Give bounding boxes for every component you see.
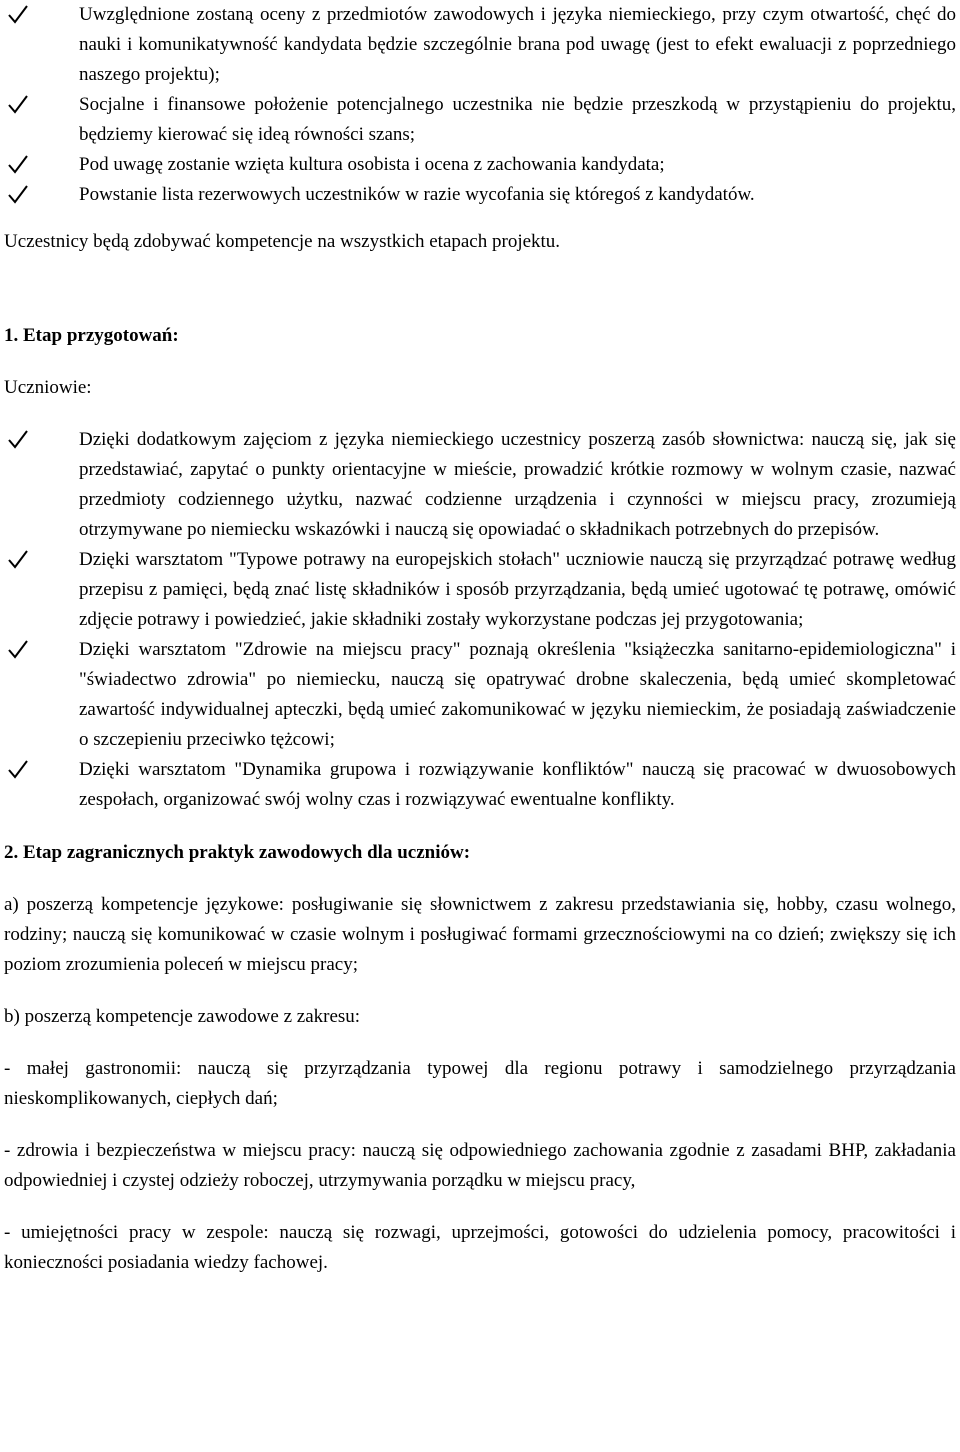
check-mark-icon xyxy=(7,180,29,210)
check-mark-icon xyxy=(7,545,29,575)
list-item xyxy=(0,150,960,180)
stage1-checklist xyxy=(0,425,960,815)
check-mark-icon xyxy=(7,0,29,30)
list-item xyxy=(0,0,960,90)
stage2-dash-item: - umiejętności pracy w zespole: nauczą się rozwagi, uprzejmości, gotowości do udzielenia pomocy, pracowitości i konieczności posiadania wiedzy fachowej. xyxy=(4,1222,956,1273)
stage2-dash-item: - małej gastronomii: nauczą się przyrządzania typowej dla regionu potrawy i samodzielnego przyrządzania nieskomplikowanych, ciepłych dań; xyxy=(4,1058,956,1109)
check-mark-icon xyxy=(7,755,29,785)
list-item-text: Dzięki warsztatom "Zdrowie na miejscu pracy" poznają określenia "książeczka sanitarno-epidemiologiczna" i "świadectwo zdrowia" po niemiecku, nauczą się opatrywać drobne skaleczenia, będą umieć skompletować zawartość indywidualnej apteczki, będą umieć zakomunikować w języku niemieckim, że posiadają zaświadczenie o szczepieniu przeciwko tężcowi; xyxy=(79,639,956,750)
stage2-para-b: b) poszerzą kompetencje zawodowe z zakresu: xyxy=(4,1006,361,1027)
stage2-dash-item: - zdrowia i bezpieczeństwa w miejscu pracy: nauczą się odpowiedniego zachowania zgodnie z zasadami BHP, zakładania odpowiedniej i czystej odzieży roboczej, utrzymywania porządku w miejscu pracy, xyxy=(4,1140,956,1191)
stage1-subheading: Uczniowie: xyxy=(4,377,92,398)
list-item-text: Dzięki dodatkowym zajęciom z języka niemieckiego uczestnicy poszerzą zasób słownictwa: nauczą się, jak się przedstawiać, zapytać o punkty orientacyjne w mieście, prowadzić krótkie rozmowy w wolnym czasie, nazwać przedmioty codziennego użytku, nazwać codzienne urządzenia i czynności w miejscu pracy, zrozumieją otrzymywane po niemiecku wskazówki i nauczą się opowiadać o składnikach potrzebnych do przepisów. xyxy=(79,429,956,540)
stage2-heading: 2. Etap zagranicznych praktyk zawodowych dla uczniów: xyxy=(4,842,471,863)
list-item xyxy=(0,755,960,815)
list-item-text: Pod uwagę zostanie wzięta kultura osobista i ocena z zachowania kandydata; xyxy=(79,154,665,175)
list-item-text: Uwzględnione zostaną oceny z przedmiotów zawodowych i języka niemieckiego, przy czym otwartość, chęć do nauki i komunikatywność kandydata będzie szczególnie brana pod uwagę (jest to efekt ewaluacji z poprzedniego naszego projektu); xyxy=(79,4,956,85)
list-item-text: Powstanie lista rezerwowych uczestników w razie wycofania się któregoś z kandydatów. xyxy=(79,184,755,205)
check-mark-icon xyxy=(7,635,29,665)
stage1-heading: 1. Etap przygotowań: xyxy=(4,325,179,346)
list-item xyxy=(0,180,960,210)
check-mark-icon xyxy=(7,150,29,180)
list-item-text: Socjalne i finansowe położenie potencjalnego uczestnika nie będzie przeszkodą w przystąpieniu do projektu, będziemy kierować się ideą równości szans; xyxy=(79,94,956,145)
intro-checklist xyxy=(0,0,960,210)
list-item xyxy=(0,545,960,635)
stage2-para-a: a) poszerzą kompetencje językowe: posługiwanie się słownictwem z zakresu przedstawiania się, hobby, czasu wolnego, rodziny; nauczą się komunikować w czasie wolnym i posługiwać formami grzecznościowymi na co dzień; zwiększy się ich poziom zrozumienia poleceń w miejscu pracy; xyxy=(4,894,956,975)
competence-note: Uczestnicy będą zdobywać kompetencje na wszystkich etapach projektu. xyxy=(4,231,561,252)
list-item xyxy=(0,425,960,545)
check-mark-icon xyxy=(7,90,29,120)
list-item-text: Dzięki warsztatom "Typowe potrawy na europejskich stołach" uczniowie nauczą się przyrządzać potrawę według przepisu z pamięci, będą znać listę składników i sposób przyrządzania, będą umieć ugotować tę potrawę, omówić zdjęcie potrawy i powiedzieć, jakie składniki zostały wykorzystane podczas jej przygotowania; xyxy=(79,549,956,630)
list-item xyxy=(0,90,960,150)
list-item xyxy=(0,635,960,755)
check-mark-icon xyxy=(7,425,29,455)
list-item-text: Dzięki warsztatom "Dynamika grupowa i rozwiązywanie konfliktów" nauczą się pracować w dwuosobowych zespołach, organizować swój wolny czas i rozwiązywać ewentualne konflikty. xyxy=(79,759,956,810)
